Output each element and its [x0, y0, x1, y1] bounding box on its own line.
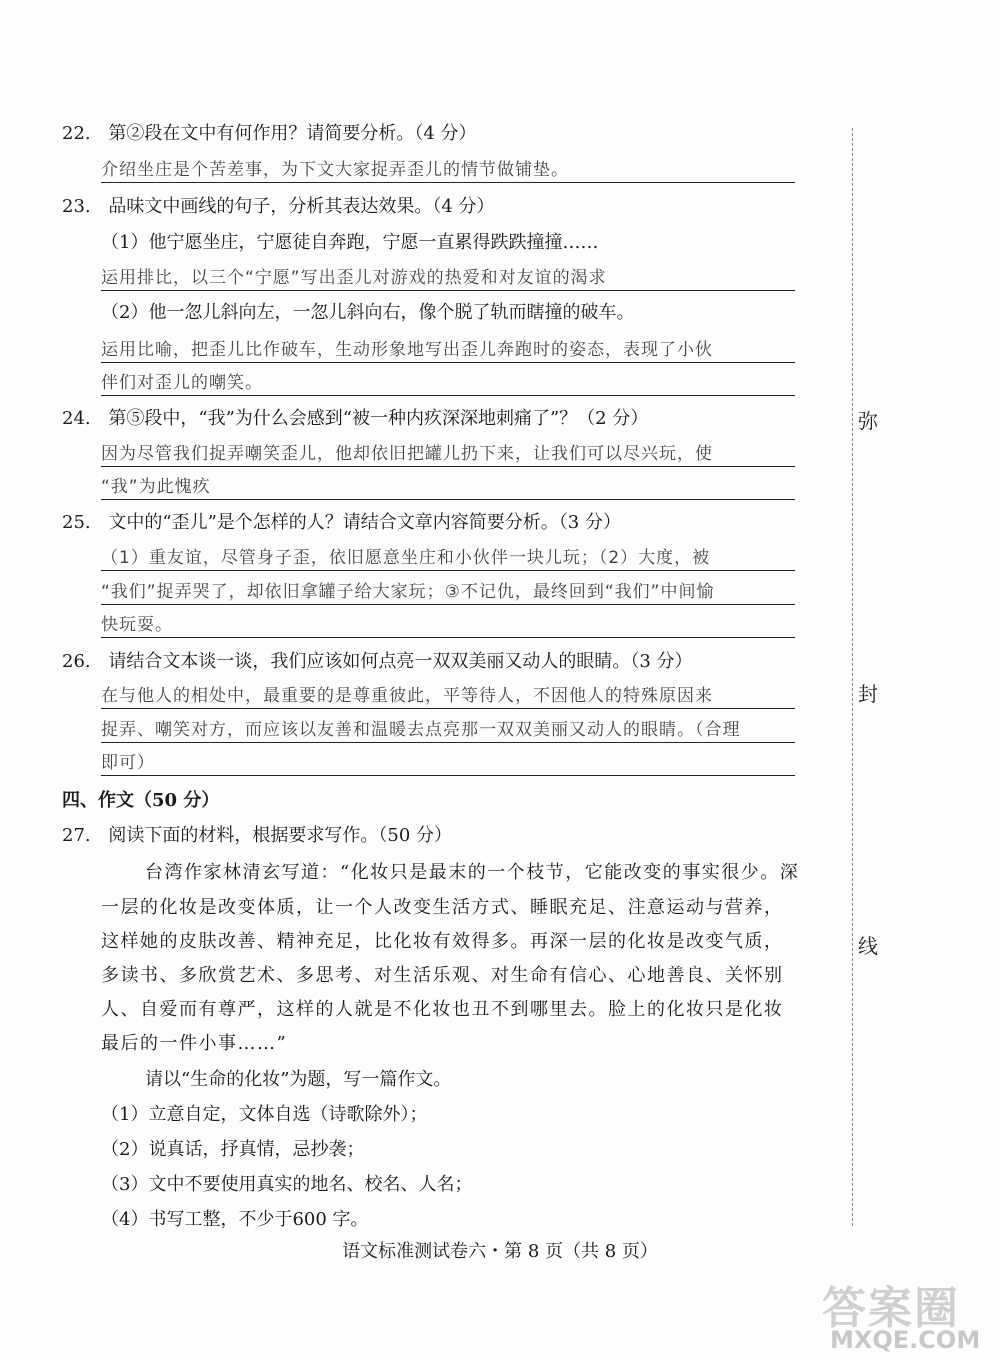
question-number: 27.: [62, 825, 91, 846]
section-heading: 四、作文（50 分）: [62, 790, 220, 811]
question-number: 24.: [62, 408, 91, 429]
writing-prompt: 请以“生命的化妆”为题，写一篇作文。: [145, 1069, 452, 1090]
question-text: 第⑤段中，“我”为什么会感到“被一种内疚深深地刺痛了”？（2 分）: [108, 408, 649, 429]
answer-rule: [101, 742, 795, 743]
watermark-main-text: 答案圈: [822, 1283, 960, 1334]
answer-rule: [101, 775, 795, 776]
answer-rule: [101, 395, 795, 396]
question-22: [62, 122, 477, 146]
material-line: 最后的一件小事……”: [101, 1033, 288, 1054]
answer-25-line3: 快玩耍。: [101, 615, 173, 635]
sub-question-23-1: （1）他宁愿坐庄，宁愿徒自奔跑，宁愿一直累得跌跌撞撞……: [101, 232, 599, 253]
answer-rule: [101, 466, 795, 467]
answer-26-line3: 即可）: [101, 753, 155, 773]
answer-rule: [101, 182, 795, 183]
requirement-3: （3）文中不要使用真实的地名、校名、人名；: [101, 1174, 473, 1195]
question-text: 第②段在文中有何作用？请简要分析。（4 分）: [108, 123, 477, 144]
seal-char-mi: 弥: [858, 409, 878, 433]
answer-25-line2: “我们”捉弄哭了，却依旧拿罐子给大家玩；③不记仇，最终回到“我们”中间愉: [101, 582, 715, 602]
question-text: 请结合文本谈一谈，我们应该如何点亮一双双美丽又动人的眼睛。（3 分）: [108, 651, 693, 672]
answer-26-line1: 在与他人的相处中，最重要的是尊重彼此，平等待人，不因他人的特殊原因来: [101, 686, 713, 706]
answer-rule: [101, 499, 795, 500]
question-number: 25.: [62, 512, 91, 533]
answer-23-2-line2: 伴们对歪儿的嘲笑。: [101, 373, 263, 393]
material-line: 台湾作家林清玄写道：“化妆只是最末的一个枝节，它能改变的事实很少。深: [145, 862, 800, 883]
question-text: 文中的“歪儿”是个怎样的人？请结合文章内容简要分析。（3 分）: [108, 512, 621, 533]
question-text: 品味文中画线的句子，分析其表达效果。（4 分）: [108, 196, 495, 217]
answer-23-1: 运用排比，以三个“宁愿”写出歪儿对游戏的热爱和对友谊的渴求: [101, 268, 607, 288]
watermark-logo: [822, 1272, 992, 1354]
answer-rule: [101, 604, 795, 605]
answer-rule: [101, 570, 795, 571]
seal-line: [852, 128, 853, 1226]
question-number: 22.: [62, 123, 91, 144]
requirement-4: （4）书写工整，不少于600 字。: [101, 1209, 369, 1230]
question-24: [62, 407, 648, 431]
sub-question-23-2: （2）他一忽儿斜向左，一忽儿斜向右，像个脱了轨而瞎撞的破车。: [101, 302, 635, 323]
watermark-url: MXQE.COM: [830, 1326, 981, 1354]
answer-24-line2: “我”为此愧疚: [101, 477, 211, 497]
answer-rule: [101, 362, 795, 363]
seal-char-xian: 线: [858, 934, 878, 958]
answer-rule: [101, 708, 795, 709]
material-line: 一层的化妆是改变体质，让一个人改变生活方式、睡眠充足、注意运动与营养，: [101, 897, 784, 918]
question-26: [62, 650, 693, 674]
question-number: 26.: [62, 651, 91, 672]
answer-24-line1: 因为尽管我们捉弄嘲笑歪儿，他却依旧把罐儿扔下来，让我们可以尽兴玩，使: [101, 444, 713, 464]
question-23: [62, 195, 495, 219]
material-line: 多读书、多欣赏艺术、多思考、对生活乐观、对生命有信心、心地善良、关怀别: [101, 965, 784, 986]
question-27: [62, 824, 452, 848]
question-number: 23.: [62, 196, 91, 217]
question-25: [62, 511, 621, 535]
page-footer: 语文标准测试卷六・第 8 页（共 8 页）: [342, 1241, 658, 1262]
seal-char-feng: 封: [858, 682, 878, 706]
material-line: 人、自爱而有尊严，这样的人就是不化妆也丑不到哪里去。脸上的化妆只是化妆: [101, 999, 784, 1020]
requirement-1: （1）立意自定，文体自选（诗歌除外）；: [101, 1104, 428, 1125]
answer-23-2-line1: 运用比喻，把歪儿比作破车，生动形象地写出歪儿奔跑时的姿态，表现了小伙: [101, 340, 713, 360]
answer-26-line2: 捉弄、嘲笑对方，而应该以友善和温暖去点亮那一双双美丽又动人的眼睛。（合理: [101, 720, 741, 740]
question-text: 阅读下面的材料，根据要求写作。（50 分）: [108, 825, 452, 846]
requirement-2: （2）说真话，抒真情，忌抄袭；: [101, 1139, 365, 1160]
material-line: 这样她的皮肤改善、精神充足，比化妆有效得多。再深一层的化妆是改变气质，: [101, 931, 784, 952]
answer-rule: [101, 637, 795, 638]
answer-rule: [101, 290, 795, 291]
answer-22: 介绍坐庄是个苦差事，为下文大家捉弄歪儿的情节做铺垫。: [101, 160, 569, 180]
answer-25-line1: （1）重友谊，尽管身子歪，依旧愿意坐庄和小伙伴一块儿玩；（2）大度，被: [101, 548, 711, 568]
